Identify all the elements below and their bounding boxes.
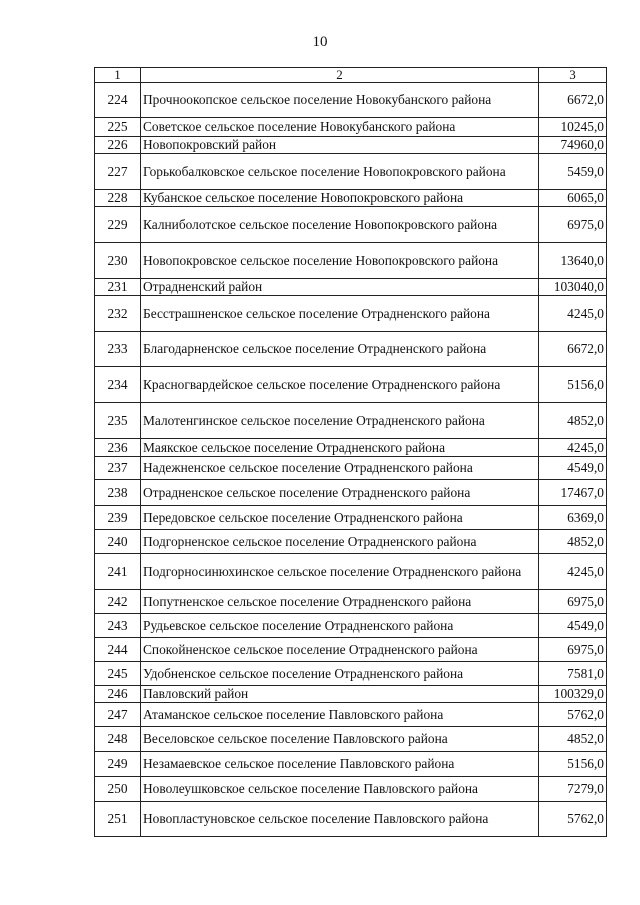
settlement-name-cell: Прочноокопское сельское поселение Новокубанского района xyxy=(141,83,539,118)
settlement-name-cell: Кубанское сельское поселение Новопокровского района xyxy=(141,190,539,207)
row-number-cell: 235 xyxy=(95,403,141,439)
table-row xyxy=(95,506,607,530)
row-number-cell: 232 xyxy=(95,296,141,332)
settlement-name-cell: Калниболотское сельское поселение Новопокровского района xyxy=(141,207,539,243)
settlement-name-cell: Красногвардейское сельское поселение Отрадненского района xyxy=(141,367,539,403)
amount-cell: 74960,0 xyxy=(539,137,607,154)
table-row xyxy=(95,662,607,686)
settlement-name-cell: Спокойненское сельское поселение Отрадненского района xyxy=(141,638,539,662)
amount-cell: 4245,0 xyxy=(539,439,607,457)
table-row xyxy=(95,190,607,207)
amount-cell: 17467,0 xyxy=(539,480,607,506)
table-row xyxy=(95,332,607,367)
table-row xyxy=(95,802,607,837)
row-number-cell: 244 xyxy=(95,638,141,662)
settlement-name-cell: Удобненское сельское поселение Отрадненского района xyxy=(141,662,539,686)
amount-cell: 103040,0 xyxy=(539,279,607,296)
settlement-name-cell: Рудьевское сельское поселение Отрадненского района xyxy=(141,614,539,638)
table-row xyxy=(95,279,607,296)
row-number-cell: 233 xyxy=(95,332,141,367)
settlement-name-cell: Советское сельское поселение Новокубанского района xyxy=(141,118,539,137)
amount-cell: 5762,0 xyxy=(539,802,607,837)
table-row xyxy=(95,367,607,403)
row-number-cell: 226 xyxy=(95,137,141,154)
amount-cell: 10245,0 xyxy=(539,118,607,137)
amount-cell: 4245,0 xyxy=(539,296,607,332)
amount-cell: 4852,0 xyxy=(539,727,607,752)
table-row xyxy=(95,403,607,439)
table-row xyxy=(95,686,607,703)
row-number-cell: 243 xyxy=(95,614,141,638)
table-row xyxy=(95,243,607,279)
table-row xyxy=(95,480,607,506)
table-row xyxy=(95,137,607,154)
settlement-name-cell: Павловский район xyxy=(141,686,539,703)
amount-cell: 6672,0 xyxy=(539,332,607,367)
row-number-cell: 229 xyxy=(95,207,141,243)
amount-cell: 6369,0 xyxy=(539,506,607,530)
settlement-name-cell: Новопластуновское сельское поселение Павловского района xyxy=(141,802,539,837)
amount-cell: 4549,0 xyxy=(539,457,607,480)
page-number: 10 xyxy=(312,34,328,50)
row-number-cell: 231 xyxy=(95,279,141,296)
settlement-name-cell: Маякское сельское поселение Отрадненского района xyxy=(141,439,539,457)
table-row xyxy=(95,752,607,777)
table-row xyxy=(95,439,607,457)
row-number-cell: 239 xyxy=(95,506,141,530)
settlement-name-cell: Отрадненский район xyxy=(141,279,539,296)
table-row xyxy=(95,457,607,480)
data-table xyxy=(94,67,607,837)
row-number-cell: 247 xyxy=(95,703,141,727)
amount-cell: 5762,0 xyxy=(539,703,607,727)
table-row xyxy=(95,296,607,332)
amount-cell: 100329,0 xyxy=(539,686,607,703)
row-number-cell: 241 xyxy=(95,554,141,590)
amount-cell: 6065,0 xyxy=(539,190,607,207)
table-row xyxy=(95,590,607,614)
table-row xyxy=(95,638,607,662)
table-row xyxy=(95,207,607,243)
amount-cell: 4245,0 xyxy=(539,554,607,590)
settlement-name-cell: Подгорненское сельское поселение Отрадненского района xyxy=(141,530,539,554)
settlement-name-cell: Новолеушковское сельское поселение Павловского района xyxy=(141,777,539,802)
row-number-cell: 238 xyxy=(95,480,141,506)
table-row xyxy=(95,83,607,118)
amount-cell: 7279,0 xyxy=(539,777,607,802)
row-number-cell: 228 xyxy=(95,190,141,207)
amount-cell: 7581,0 xyxy=(539,662,607,686)
amount-cell: 6672,0 xyxy=(539,83,607,118)
row-number-cell: 236 xyxy=(95,439,141,457)
row-number-cell: 234 xyxy=(95,367,141,403)
row-number-cell: 248 xyxy=(95,727,141,752)
table-row xyxy=(95,154,607,190)
amount-cell: 5156,0 xyxy=(539,752,607,777)
amount-cell: 4852,0 xyxy=(539,403,607,439)
settlement-name-cell: Отрадненское сельское поселение Отрадненского района xyxy=(141,480,539,506)
settlement-name-cell: Малотенгинское сельское поселение Отрадненского района xyxy=(141,403,539,439)
column-header-1: 1 xyxy=(95,68,141,83)
column-header-3: 3 xyxy=(539,68,607,83)
amount-cell: 5156,0 xyxy=(539,367,607,403)
row-number-cell: 224 xyxy=(95,83,141,118)
settlement-name-cell: Веселовское сельское поселение Павловского района xyxy=(141,727,539,752)
settlement-name-cell: Подгорносинюхинское сельское поселение Отрадненского района xyxy=(141,554,539,590)
settlement-name-cell: Попутненское сельское поселение Отрадненского района xyxy=(141,590,539,614)
amount-cell: 4549,0 xyxy=(539,614,607,638)
table-row xyxy=(95,727,607,752)
table-row xyxy=(95,614,607,638)
row-number-cell: 227 xyxy=(95,154,141,190)
table-row xyxy=(95,777,607,802)
table-header-row xyxy=(95,68,607,83)
settlement-name-cell: Бесстрашненское сельское поселение Отрадненского района xyxy=(141,296,539,332)
column-header-2: 2 xyxy=(141,68,539,83)
row-number-cell: 237 xyxy=(95,457,141,480)
amount-cell: 5459,0 xyxy=(539,154,607,190)
table-row xyxy=(95,118,607,137)
amount-cell: 13640,0 xyxy=(539,243,607,279)
amount-cell: 6975,0 xyxy=(539,638,607,662)
row-number-cell: 240 xyxy=(95,530,141,554)
settlement-name-cell: Передовское сельское поселение Отрадненского района xyxy=(141,506,539,530)
settlement-name-cell: Новопокровское сельское поселение Новопокровского района xyxy=(141,243,539,279)
table-row xyxy=(95,703,607,727)
table-row xyxy=(95,530,607,554)
settlement-name-cell: Новопокровский район xyxy=(141,137,539,154)
row-number-cell: 225 xyxy=(95,118,141,137)
amount-cell: 6975,0 xyxy=(539,207,607,243)
row-number-cell: 230 xyxy=(95,243,141,279)
row-number-cell: 251 xyxy=(95,802,141,837)
settlement-name-cell: Благодарненское сельское поселение Отрадненского района xyxy=(141,332,539,367)
settlement-name-cell: Незамаевское сельское поселение Павловского района xyxy=(141,752,539,777)
settlement-name-cell: Атаманское сельское поселение Павловского района xyxy=(141,703,539,727)
table-row xyxy=(95,554,607,590)
settlement-name-cell: Горькобалковское сельское поселение Новопокровского района xyxy=(141,154,539,190)
row-number-cell: 245 xyxy=(95,662,141,686)
row-number-cell: 250 xyxy=(95,777,141,802)
row-number-cell: 246 xyxy=(95,686,141,703)
amount-cell: 4852,0 xyxy=(539,530,607,554)
row-number-cell: 249 xyxy=(95,752,141,777)
settlement-name-cell: Надежненское сельское поселение Отрадненского района xyxy=(141,457,539,480)
row-number-cell: 242 xyxy=(95,590,141,614)
amount-cell: 6975,0 xyxy=(539,590,607,614)
